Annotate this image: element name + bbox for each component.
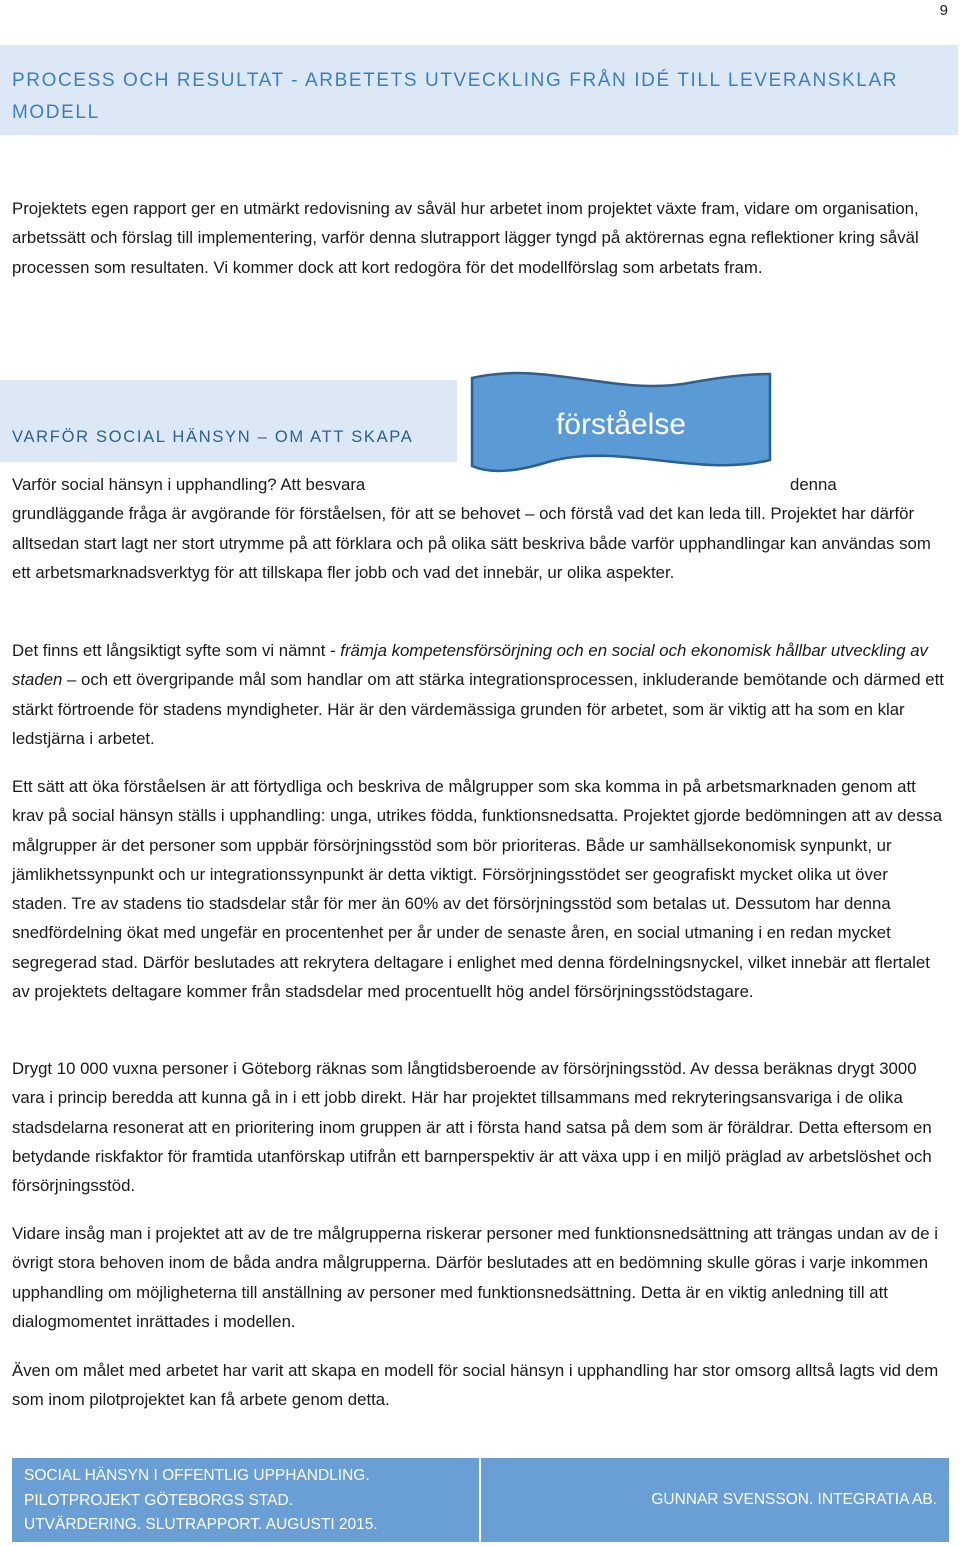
- paragraph-5: Vidare insåg man i projektet att av de tre målgrupperna riskerar personer med funktionsnedsättning att trängas undan av de i övrigt stora behoven inom de båda andra målgrupperna. Därför beslutades att en bedömning skulle göras i varje inkommen upphandling om möjligheterna till anställning av personer med funktionsnedsättning. Detta är en viktig anledning till att dialogmomentet inrättades i modellen.: [12, 1224, 938, 1331]
- paragraph-2: [12, 636, 947, 753]
- footer-divider: [479, 1458, 481, 1542]
- paragraph-1: [12, 470, 947, 587]
- footer-line-3: UTVÄRDERING. SLUTRAPPORT. AUGUSTI 2015.: [24, 1516, 378, 1533]
- paragraph-2-italic: främja kompetensförsörjning och en social och ekonomisk hållbar utveckling av staden: [12, 641, 928, 690]
- footer-title-block: [24, 1464, 474, 1538]
- paragraph-1-rest: grundläggande fråga är avgörande för förståelsen, för att se behovet – och förstå vad det kan leda till. Projektet har därför alltsedan start lagt ner stort utrymme på att förklara och på olika sätt beskriva både varför upphandlingar kan användas som ett arbetsmarknadsverktyg för att tillskapa fler jobb och vad det innebär, ur olika aspekter.: [12, 504, 931, 582]
- sub-heading: VARFÖR SOCIAL HÄNSYN – OM ATT SKAPA: [12, 428, 414, 446]
- banner-word: förståelse: [555, 408, 687, 441]
- paragraph-3: Ett sätt att öka förståelsen är att förtydliga och beskriva de målgrupper som ska komma in på arbetsmarknaden genom att krav på social hänsyn ställs i upphandling: unga, utrikes födda, funktionsnedsatta. Projektet gjorde bedömningen att av dessa målgrupper är det personer som uppbär försörjningsstöd som bör prioriteras. Både ur samhällsekonomisk synpunkt, ur jämlikhetssynpunkt och ur integrationssynpunkt är detta viktigt. Försörjningsstödet ser geografiskt mycket olika ut över staden. Tre av stadens tio stadsdelar står för mer än 60% av det försörjningsstöd som betalas ut. Dessutom har denna snedfördelning ökat med ungefär en procentenhet per år under de senaste åren, en social utmaning i en redan mycket segregerad stad. Därför beslutades att rekrytera deltagare i enlighet med denna fördelningsnyckel, vilket innebär att flertalet av projektets deltagare kommer från stadsdelar med procentuellt hög andel försörjningsstödstagare.: [12, 777, 943, 1002]
- paragraph-1-first-line: [12, 470, 947, 499]
- footer: [12, 1458, 949, 1542]
- footer-author: GUNNAR SVENSSON. INTEGRATIA AB.: [651, 1491, 937, 1508]
- page-number: 9: [939, 2, 948, 19]
- paragraph-2-part-1: Det finns ett långsiktigt syfte som vi nämnt -: [12, 641, 341, 660]
- paragraph-4: Drygt 10 000 vuxna personer i Göteborg räknas som långtidsberoende av försörjningsstöd. Av dessa beräknas drygt 3000 vara i princip beredda att kunna gå in i ett jobb direkt. Här har projektet tillsammans med rekryteringsansvariga i de olika stadsdelarna resonerat att en prioritering inom gruppen är att i första hand satsa på dem som är föräldrar. Detta eftersom en betydande riskfaktor för framtida utanförskap utifrån ett barnperspektiv är att växa upp i en miljö präglad av arbetslöshet och försörjningsstöd.: [12, 1059, 932, 1196]
- paragraph-1-line-start: Varför social hänsyn i upphandling? Att besvara: [12, 475, 366, 494]
- paragraph-1-line-end: denna: [790, 475, 837, 494]
- section-heading: PROCESS OCH RESULTAT - ARBETETS UTVECKLING FRÅN IDÉ TILL LEVERANSKLAR MODELL: [12, 70, 899, 123]
- footer-line-2: PILOTPROJEKT GÖTEBORGS STAD.: [24, 1491, 294, 1509]
- sub-heading-bar: [0, 380, 457, 462]
- paragraph-6: Även om målet med arbetet har varit att skapa en modell för social hänsyn i upphandling har stor omsorg alltså lagts vid dem som inom pilotprojektet kan få arbete genom detta.: [12, 1361, 939, 1410]
- section-heading-bar: [0, 45, 958, 135]
- paragraph-2-part-2: – och ett övergripande mål som handlar om att stärka integrationsprocessen, inkluderande bemötande och därmed ett stärkt förtroende för stadens myndigheter. Här är den värdemässiga grunden för arbetet, som är viktig att ha som en klar ledstjärna i arbetet.: [12, 670, 944, 748]
- footer-line-1: SOCIAL HÄNSYN I OFFENTLIG UPPHANDLING.: [24, 1467, 370, 1484]
- intro-paragraph: Projektets egen rapport ger en utmärkt redovisning av såväl hur arbetet inom projektet växte fram, vidare om organisation, arbetssätt och förslag till implementering, varför denna slutrapport lägger tyngd på aktörernas egna reflektioner kring såväl processen som resultaten. Vi kommer dock att kort redogöra för det modellförslag som arbetats fram.: [12, 199, 919, 277]
